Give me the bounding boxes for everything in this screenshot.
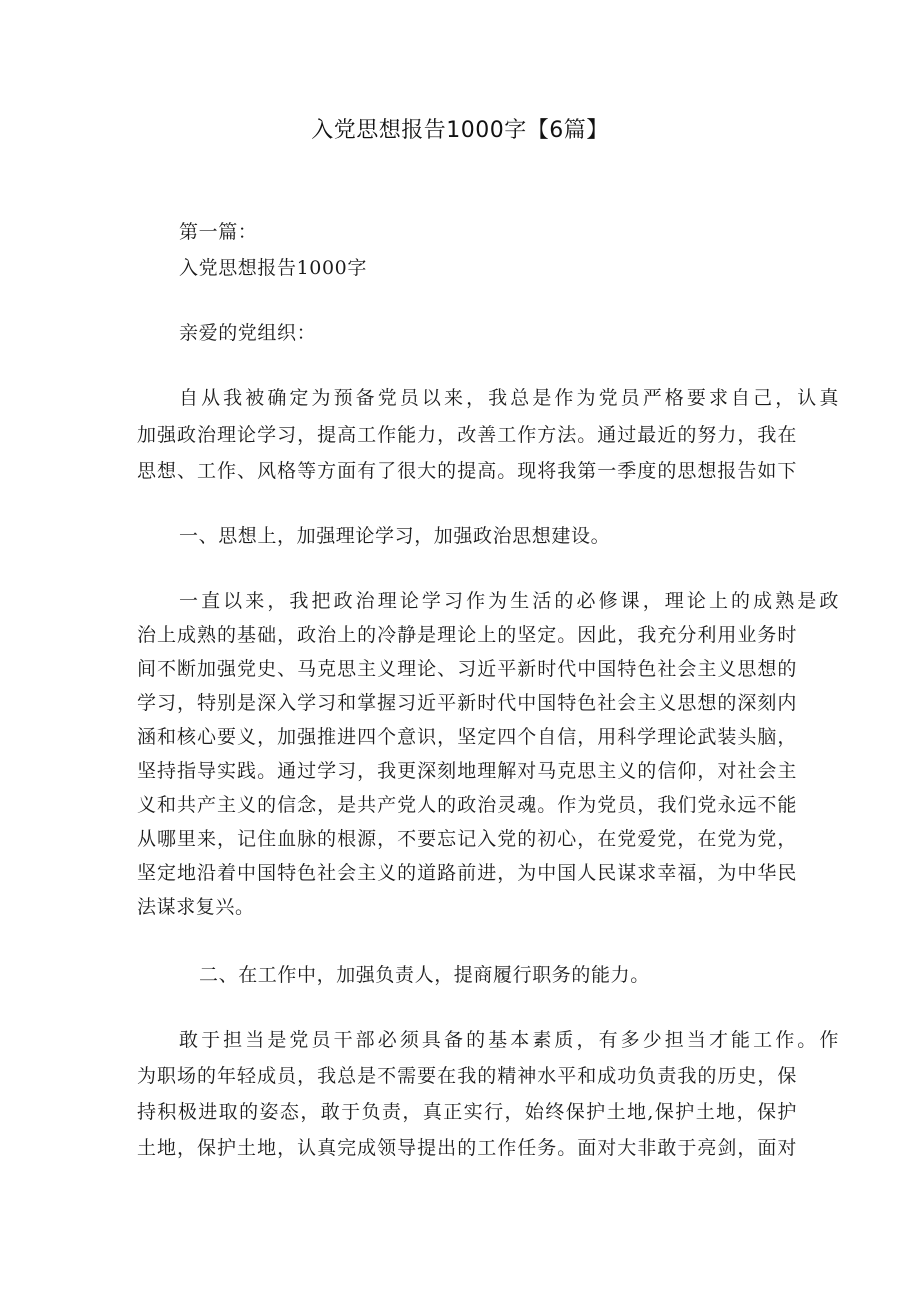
section-heading: 第一篇：: [179, 221, 258, 243]
paragraph-line: 自从我被确定为预备党员以来，我总是作为党员严格要求自己，认真: [179, 387, 839, 409]
paragraph-line: 从哪里来，记住血脉的根源，不要忘记入党的初心，在党爱党，在党为党，: [137, 828, 797, 850]
section-heading-2: 二、在工作中，加强负责人，提商履行职务的能力。: [199, 964, 650, 986]
section-heading-1: 一、思想上，加强理论学习，加强政治思想建设。: [179, 525, 611, 547]
paragraph-line: 法谋求复兴。: [137, 896, 255, 918]
document-title: 入党思想报告1000字【6篇】: [311, 118, 609, 143]
salutation: 亲爱的党组织：: [179, 322, 317, 344]
paragraph-line: 思想、工作、风格等方面有了很大的提高。现将我第一季度的思想报告如下: [137, 460, 797, 482]
paragraph-line: 加强政治理论学习，提高工作能力，改善工作方法。通过最近的努力，我在: [137, 424, 797, 446]
paragraph-line: 涵和核心要义，加强推进四个意识，坚定四个自信，用科学理论武装头脑，: [137, 726, 797, 748]
paragraph-line: 坚定地沿着中国特色社会主义的道路前进，为中国人民谋求幸福，为中华民: [137, 862, 797, 884]
paragraph-line: 为职场的年轻成员，我总是不需要在我的精神水平和成功负责我的历史，保: [137, 1065, 797, 1087]
paragraph-line: 一直以来，我把政治理论学习作为生活的必修课，理论上的成熟是政: [179, 590, 839, 612]
section-subtitle: 入党思想报告1000字: [179, 257, 367, 279]
paragraph-line: 持积极进取的姿态，敢于负责，真正实行，始终保护土地,保护土地，保护: [137, 1101, 797, 1123]
paragraph-line: 土地，保护土地，认真完成领导提出的工作任务。面对大非敢于亮剑，面对: [137, 1137, 797, 1159]
paragraph-line: 义和共产主义的信念，是共产党人的政治灵魂。作为党员，我们党永远不能: [137, 794, 797, 816]
paragraph-line: 治上成熟的基础，政治上的冷静是理论上的坚定。因此，我充分利用业务时: [137, 624, 797, 646]
paragraph-line: 敢于担当是党员干部必须具备的基本素质，有多少担当才能工作。作: [179, 1029, 839, 1051]
paragraph-line: 坚持指导实践。通过学习，我更深刻地理解对马克思主义的信仰，对社会主: [137, 760, 797, 782]
paragraph-line: 学习，特别是深入学习和掌握习近平新时代中国特色社会主义思想的深刻内: [137, 692, 797, 714]
paragraph-line: 间不断加强党史、马克思主义理论、习近平新时代中国特色社会主义思想的: [137, 658, 797, 680]
